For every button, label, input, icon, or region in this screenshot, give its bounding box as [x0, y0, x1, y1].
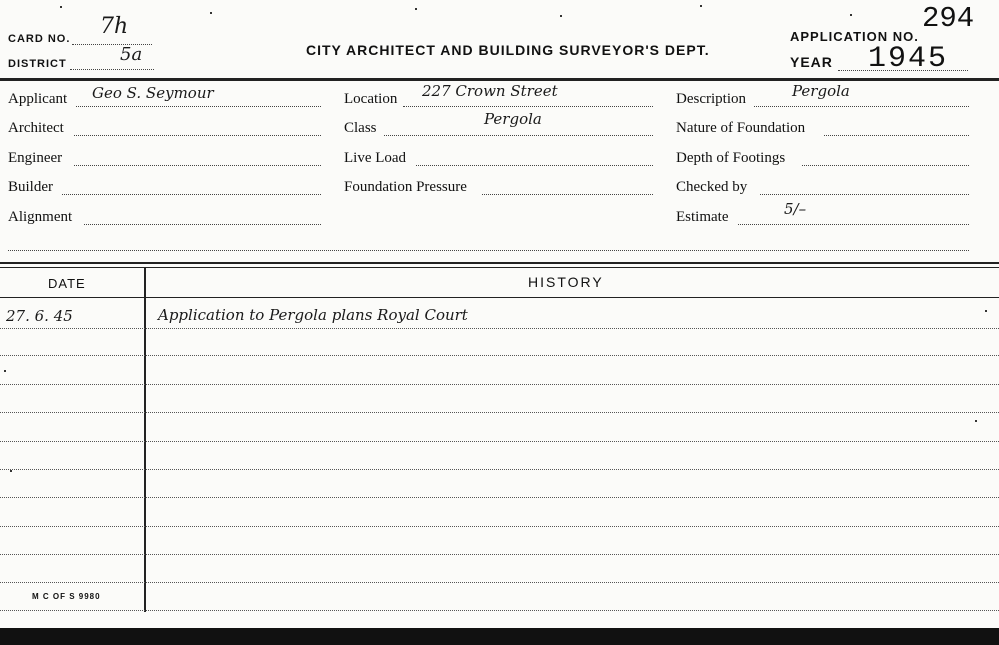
header-divider — [0, 78, 999, 81]
foundation-pressure-label: Foundation Pressure — [344, 179, 467, 195]
history-line — [0, 355, 999, 356]
history-row-date: 27. 6. 45 — [6, 307, 73, 325]
architect-line — [74, 135, 321, 136]
scan-speck — [975, 420, 977, 422]
fields-bottom-line — [8, 250, 969, 251]
checked-by-line — [760, 194, 969, 195]
scan-speck — [850, 14, 852, 16]
date-column-header: DATE — [48, 276, 86, 291]
history-line — [0, 526, 999, 527]
year-value: 1945 — [868, 42, 949, 76]
nature-of-foundation-line — [824, 135, 969, 136]
location-line — [403, 106, 653, 107]
applicant-label: Applicant — [8, 91, 68, 107]
alignment-label: Alignment — [8, 209, 73, 225]
header-bottom-rule — [0, 297, 999, 298]
location-value: 227 Crown Street — [422, 82, 558, 100]
engineer-label: Engineer — [8, 150, 63, 166]
description-value: Pergola — [792, 82, 850, 100]
history-column-header: HISTORY — [528, 274, 604, 290]
history-line — [0, 384, 999, 385]
history-line — [0, 582, 999, 583]
engineer-line — [74, 165, 321, 166]
estimate-line — [738, 224, 969, 225]
live-load-label: Live Load — [344, 150, 407, 166]
builder-label: Builder — [8, 179, 53, 195]
history-line — [0, 497, 999, 498]
column-divider — [144, 267, 146, 612]
scan-speck — [10, 470, 12, 472]
scan-speck — [415, 8, 417, 10]
application-value: 294 — [922, 2, 975, 35]
card-no-value: 7h — [100, 14, 129, 39]
class-label: Class — [344, 120, 377, 136]
live-load-line — [416, 165, 653, 166]
foundation-pressure-line — [482, 194, 653, 195]
estimate-value: 5/– — [784, 200, 807, 218]
district-line — [70, 69, 154, 70]
alignment-line — [84, 224, 321, 225]
applicant-line — [76, 106, 321, 107]
estimate-label: Estimate — [676, 209, 729, 225]
architect-label: Architect — [8, 120, 64, 136]
scan-bottom-edge — [0, 628, 999, 645]
history-row-entry: Application to Pergola plans Royal Court — [158, 306, 468, 324]
description-label: Description — [676, 91, 746, 107]
scan-speck — [700, 5, 702, 7]
class-value: Pergola — [484, 110, 542, 128]
history-line — [0, 441, 999, 442]
builder-line — [62, 194, 321, 195]
nature-of-foundation-label: Nature of Foundation — [676, 120, 806, 136]
checked-by-label: Checked by — [676, 179, 748, 195]
district-label: DISTRICT — [8, 58, 67, 70]
class-line — [384, 135, 653, 136]
card-no-label: CARD NO. — [8, 33, 71, 45]
scan-speck — [985, 310, 987, 312]
history-line — [0, 610, 999, 611]
application-label: APPLICATION NO. — [790, 29, 919, 44]
history-line — [0, 469, 999, 470]
depth-of-footings-label: Depth of Footings — [676, 150, 786, 166]
district-value: 5a — [120, 44, 143, 65]
history-line — [0, 412, 999, 413]
scan-speck — [4, 370, 6, 372]
location-label: Location — [344, 91, 398, 107]
description-line — [754, 106, 969, 107]
applicant-value: Geo S. Seymour — [92, 84, 214, 102]
table-top-rule-inner — [0, 267, 999, 268]
scan-speck — [560, 15, 562, 17]
year-label: YEAR — [790, 54, 833, 70]
scan-speck — [60, 6, 62, 8]
table-top-rule — [0, 262, 999, 264]
depth-of-footings-line — [802, 165, 969, 166]
dept-title: CITY ARCHITECT AND BUILDING SURVEYOR'S DEPT. — [306, 42, 710, 58]
print-code: M C OF S 9980 — [32, 592, 101, 601]
history-line — [0, 328, 999, 329]
history-line — [0, 554, 999, 555]
scan-speck — [210, 12, 212, 14]
